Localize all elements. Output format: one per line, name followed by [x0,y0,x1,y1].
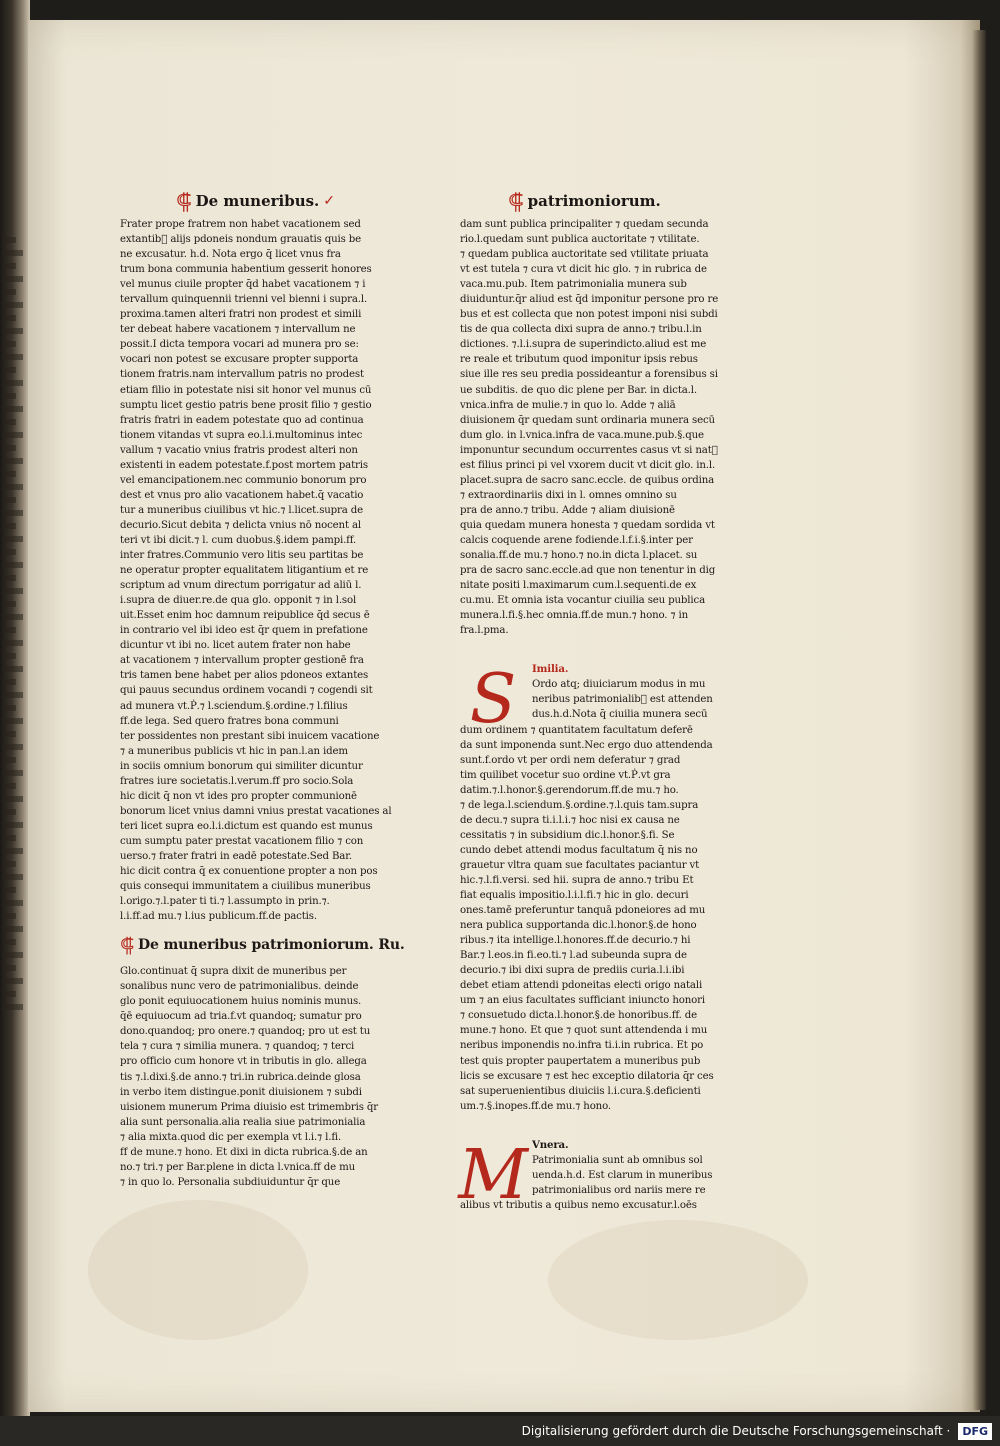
right-column [460,217,732,1213]
facing-page-line [2,666,23,672]
text-line: Bar.⁊ l.eos.in fi.eo.ti.⁊ l.ad subeunda supra de [460,950,687,962]
text-line: mune.⁊ hono. Et que ⁊ quot sunt attendenda i mu [460,1025,708,1037]
dfg-logo: DFG [958,1423,992,1440]
text-line: neribus patrimonialib᷒ est attenden [532,694,713,706]
text-line: debet etiam attendi pdoneitas electi origo natali [460,980,703,992]
text-line: trum bona communia habentium gesserit honores [120,264,372,276]
facing-page-line [2,276,23,282]
text-line: neribus imponendis no.infra ti.i.in rubrica. Et po [460,1040,704,1052]
text-line: hic.⁊.l.fi.versi. sed hii. supra de anno.⁊ tribu Et [460,874,694,886]
running-head-left [176,188,335,214]
text-line: in verbo item distingue.ponit diuisionem ⁊ subdi [120,1086,362,1098]
text-line: teri vt ibi dicit.⁊ l. cum duobus.§.idem pampi.ff. [120,534,357,546]
text-line: proxima.tamen alteri fratri non prodest et simili [120,309,362,321]
left-column-text [120,217,392,924]
facing-page-line [2,289,16,295]
facing-page-line [2,653,16,659]
text-line: Ordo atq; diuiciarum modus in mu [532,679,706,691]
facing-page-line [2,900,23,906]
text-line: calcis coquende arene fodiende.l.f.i.§.inter per [460,534,693,546]
text-line: tim quilibet vocetur suo ordine vt.Ṗ.vt gra [460,769,671,781]
text-line: est filius princi pi vel vxorem ducit vt dicit glo. in.l. [460,459,716,471]
text-line: bus et est collecta que non potest imponi nisi subdi [460,309,718,321]
facing-page-line [2,380,23,386]
text-line: vnica.infra de mulie.⁊ in quo lo. Adde ⁊ aliā [460,399,676,411]
text-line: ⁊ extraordinariis dixi in l. omnes omnino su [460,489,677,501]
pilcrow-icon: ⸿ [120,932,135,957]
text-line: vel emancipationem.nec communio bonorum pro [120,474,367,486]
text-line: ⁊ a muneribus publicis vt hic in pan.l.an idem [120,745,348,757]
text-line: vt est tutela ⁊ cura vt dicit hic glo. ⁊ in rubrica de [460,264,707,276]
text-line: ter possidentes non prestant sibi inuicem vacatione [120,730,380,742]
text-line: fratris fratri in eadem potestate quo ad continua [120,414,364,426]
facing-page-line [2,575,16,581]
text-line: datim.⁊.l.honor.§.gerendorum.ff.de mu.⁊ ho. [460,784,679,796]
text-line: pro officio cum honore vt in tributis in glo. allega [120,1056,367,1068]
running-head-left-text: De muneribus. [195,192,320,210]
text-line: ff de mune.⁊ hono. Et dixi in dicta rubrica.§.de an [120,1146,368,1158]
right-column-text [460,217,732,638]
text-line: ter debeat habere vacationem ⁊ intervallum ne [120,324,356,336]
text-line: uerso.⁊ frater fratri in eadē potestate.Sed Bar. [120,850,352,862]
text-line: tur a muneribus ciuilibus vt hic.⁊ l.licet.supra de [120,504,364,516]
facing-page-line [2,406,23,412]
text-line: um.⁊.§.inopes.ff.de mu.⁊ hono. [460,1100,611,1112]
text-line: dono.quandoq; pro onere.⁊ quandoq; pro ut est tu [120,1026,371,1038]
text-line: cessitatis ⁊ in subsidium dic.l.honor.§.fi. Se [460,829,675,841]
text-line: bonorum licet vnius damni vnius prestat vacationes al [120,805,392,817]
text-line: diuiduntur.q̄r aliud est q̄d imponitur persone pro re [460,294,719,306]
text-line: extantib᷒ alijs pdoneis nondum grauatis quis be [120,234,362,246]
text-line: hic dicit q̄ non vt ides pro propter communionē [120,790,357,802]
facing-page-line [2,861,16,867]
pilcrow-icon: ⸿ [508,190,524,215]
text-line: decurio.⁊ ibi dixi supra de prediis curia.l.i.ibi [460,965,685,977]
drop-cap-m: M [458,1135,528,1215]
facing-page-line [2,913,16,919]
text-line: ne operatur propter equalitatem litigantium et re [120,565,369,577]
text-line: alia sunt personalia.alia realia siue patrimonialia [120,1116,366,1128]
text-line: cum sumptu pater prestat vacationem filio ⁊ con [120,835,364,847]
text-line: ⁊ alia mixta.quod dic per exempla vt l.i.⁊ l.fi. [120,1131,342,1143]
facing-page-line [2,445,16,451]
facing-page-line [2,250,23,256]
facing-page-line [2,887,16,893]
text-line: re reale et tributum quod imponitur ipsis rebus [460,354,698,366]
text-line: Frater prope fratrem non habet vacationem sed [120,219,361,230]
rubric-text: De muneribus patrimoniorum. Ru. [138,936,405,953]
facing-page-line [2,731,16,737]
facing-page-line [2,1004,23,1010]
text-line: at vacationem ⁊ intervallum propter gestionē fra [120,655,364,667]
text-line: tis ⁊.l.dixi.§.de anno.⁊ tri.in rubrica.deinde glosa [120,1071,361,1083]
facing-page-line [2,640,23,646]
text-line: dicuntur vt ibi no. licet autem frater non habe [120,640,351,652]
text-line: ue subditis. de quo dic plene per Bar. in dicta.l. [460,384,697,396]
facing-page-line [2,601,16,607]
text-line: pra de sacro sanc.eccle.ad que non tenentur in dig [460,565,716,577]
facing-page-line [2,926,23,932]
running-head-right-text: patrimoniorum. [527,192,661,210]
facing-page-line [2,263,16,269]
text-line: vallum ⁊ vacatio vnius fratris prodest alteri non [120,444,358,456]
facing-page-line [2,315,16,321]
facing-page-line [2,874,23,880]
facing-page-line [2,328,23,334]
facing-page-line [2,627,16,633]
text-line: pra de anno.⁊ tribu. Adde ⁊ aliam diuisionē [460,504,675,516]
facing-page-line [2,458,23,464]
text-line: dus.h.d.Nota q̄ ciuilia munera secū [532,709,708,721]
text-line: dest et vnus pro alio vacationem habet.q̄ vacatio [120,489,364,501]
text-line: q̄ē equiuocum ad tria.f.vt quandoq; sumatur pro [120,1011,362,1023]
facing-page-line [2,523,16,529]
text-line: l.i.ff.ad mu.⁊ l.ius publicum.ff.de pactis. [120,911,317,923]
text-line: no.⁊ tri.⁊ per Bar.plene in dicta l.vnica.ff de mu [120,1161,355,1173]
facing-page-line [2,770,23,776]
text-line: tela ⁊ cura ⁊ similia munera. ⁊ quandoq; ⁊ terci [120,1041,355,1053]
facing-page-line [2,848,23,854]
text-line: siue ille res seu predia possideantur a forensibus si [460,369,718,381]
facing-page-line [2,354,23,360]
left-column [120,217,405,1190]
facing-page-line [2,497,16,503]
text-line: imponuntur secundum occurrentes casus vt si nat᷒ [460,444,718,456]
text-line: teri licet supra eo.l.i.dictum est quando est munus [120,820,373,832]
facing-page-line [2,536,23,542]
running-head-right [508,188,661,214]
text-line: uisionem munerum Prima diuisio est trimembris q̄r [120,1101,378,1113]
pilcrow-icon: ⸿ [176,190,192,215]
text-line: Patrimonialia sunt ab omnibus sol [532,1154,703,1166]
text-line: fratres iure societatis.l.verum.ff pro socio.Sola [120,775,354,787]
footer-bar [0,1416,1000,1446]
similia-heading: Imilia. [532,663,569,676]
text-line: dam sunt publica principaliter ⁊ quedam secunda [460,219,709,230]
text-line: licis se excusare ⁊ est hec exceptio dilatoria q̄r ces [460,1070,714,1082]
facing-page-line [2,549,16,555]
text-line: l.origo.⁊.l.pater ti ti.⁊ l.assumpto in prin.⁊. [120,896,330,908]
book-page [28,20,980,1412]
facing-page-line [2,419,16,425]
facing-page-line [2,991,16,997]
page-edge [972,30,986,1410]
left-column-gloss [120,964,392,1190]
facing-page-line [2,588,23,594]
facing-page-line [2,432,23,438]
text-line: in sociis omnium bonorum qui similiter dicuntur [120,760,363,772]
text-line: sonalibus nunc vero de patrimonialibus. deinde [120,981,359,993]
text-line: fiat equalis impositio.l.i.l.fi.⁊ hic in glo. decuri [460,890,689,902]
facing-page-line [2,393,16,399]
text-line: de decu.⁊ supra ti.i.l.i.⁊ hoc nisi ex causa ne [460,814,680,826]
text-line: dictiones. ⁊.l.i.supra de superindicto.aliud est me [460,339,707,351]
facing-page-line [2,237,16,243]
text-line: scriptum ad vnum directum porrigatur ad aliū l. [120,580,362,592]
funding-credit: Digitalisierung gefördert durch die Deutsche Forschungsgemeinschaft · [521,1424,951,1438]
text-line: vaca.mu.pub. Item patrimonialia munera sub [460,279,687,291]
facing-page-line [2,835,16,841]
text-line: ⁊ quedam publica auctoritate sed vtilitate priuata [460,249,709,261]
text-line: test quis propter paupertatem a muneribus pub [460,1055,701,1067]
text-line: patrimonialibus ord nariis mere re [532,1184,706,1196]
text-line: rio.l.quedam sunt publica auctoritate ⁊ vtilitate. [460,234,700,246]
text-line: fra.l.pma. [460,625,509,637]
text-line: vocari non potest se excusare propter supporta [120,354,359,366]
text-line: hic dicit contra q̄ ex conuentione propter a non pos [120,866,378,878]
facing-page-line [2,783,16,789]
facing-page-line [2,939,16,945]
facing-page-line [2,471,16,477]
rubric-tick-icon: ✓ [323,193,336,209]
text-line: dum glo. in l.vnica.infra de vaca.mune.pub.§.que [460,429,704,441]
text-line: quis consequi immunitatem a ciuilibus muneribus [120,881,371,893]
text-line: ad munera vt.Ṗ.⁊ l.sciendum.§.ordine.⁊ l.filius [120,700,348,712]
text-line: tionem vitandas vt supra eo.l.i.multominus intec [120,429,363,441]
facing-page-line [2,562,23,568]
text-line: possit.I dicta tempora vocari ad munera pro se: [120,339,359,351]
text-line: uit.Esset enim hoc damnum reipublice q̄d secus ē [120,610,370,622]
text-line: ⁊ consuetudo dicta.l.honor.§.de honoribus.ff. de [460,1010,698,1022]
text-line: uenda.h.d. Est clarum in muneribus [532,1169,713,1181]
facing-page-line [2,341,16,347]
text-line: um ⁊ an eius facultates sufficiant iniuncto honori [460,995,705,1007]
text-line: cundo debet attendi modus facultatum q̄ nis no [460,844,698,856]
text-line: vel munus ciuile propter q̄d habet vacationem ⁊ i [120,279,366,291]
text-line: Glo.continuat q̄ supra dixit de muneribus per [120,966,347,978]
facing-page-line [2,679,16,685]
text-line: placet.supra de sacro sanc.eccle. de quibus ordina [460,474,715,486]
text-line: i.supra de diuer.re.de qua glo. opponit ⁊ in l.sol [120,595,357,607]
paper-stain [88,1200,308,1340]
text-line: glo ponit equiuocationem huius nominis munus. [120,996,362,1008]
text-line: ⁊ in quo lo. Personalia subdiuiduntur q̄r que [120,1176,341,1188]
drop-cap-s: S [469,660,517,740]
text-line: sat superuenientibus diuiciis l.i.cura.§.deficienti [460,1085,701,1097]
munera-heading: Vnera. [532,1138,569,1151]
text-line: sunt.f.ordo vt per ordi nem deferatur ⁊ grad [460,754,681,766]
facing-page-line [2,796,23,802]
text-line: ff.de lega. Sed quero fratres bona communi [120,715,339,727]
text-line: munera.l.fi.§.hec omnia.ff.de mun.⁊ hono. ⁊ in [460,610,688,622]
facing-page-sliver [0,230,30,1230]
text-line: diuisionem q̄r quedam sunt ordinaria munera secū [460,414,715,426]
text-line: da sunt imponenda sunt.Nec ergo duo attendenda [460,739,713,751]
text-line: sonalia.ff.de mu.⁊ hono.⁊ no.in dicta l.placet. su [460,550,698,562]
text-line: nera publica supportanda dic.l.honor.§.de hono [460,920,697,932]
facing-page-line [2,978,23,984]
similia-section [460,662,732,1113]
text-line: in contrario vel ibi ideo est q̄r quem in prefatione [120,625,368,637]
text-line: tionem fratris.nam intervallum patris no prodest [120,369,364,381]
text-line: existenti in eadem potestate.f.post mortem patris [120,459,368,471]
facing-page-line [2,510,23,516]
text-line: inter fratres.Communio vero litis seu partitas be [120,550,364,562]
facing-page-line [2,809,16,815]
text-line: grauetur vltra quam sue facultates paciantur vt [460,859,700,871]
text-line: alibus vt tributis a quibus nemo excusatur.l.oēs [460,1199,697,1211]
text-line: tervallum quinquennii trienni vel bienni i supra.l. [120,294,368,306]
facing-page-line [2,484,23,490]
facing-page-line [2,367,16,373]
text-line: ones.tamē preferuntur tanquā pdoneiores ad mu [460,905,706,917]
facing-page-line [2,718,23,724]
munera-section [458,1135,732,1215]
facing-page-line [2,952,23,958]
facing-page-line [2,744,23,750]
text-line: dum ordinem ⁊ quantitatem facultatum deferē [460,724,693,736]
text-line: ribus.⁊ ita intellige.l.honores.ff.de decurio.⁊ hi [460,935,691,947]
facing-page-line [2,965,16,971]
text-line: quia quedam munera honesta ⁊ quedam sordida vt [460,519,715,531]
text-line: tis de qua collecta dixi supra de anno.⁊ tribu.l.in [460,324,702,336]
text-line: ne excusatur. h.d. Nota ergo q̄ licet vnus fra [120,249,341,261]
text-line: decurio.Sicut debita ⁊ delicta vnius nō nocent al [120,519,362,531]
facing-page-line [2,757,16,763]
facing-page-line [2,705,16,711]
facing-page-line [2,614,23,620]
text-line: nitate positi l.maximarum cum.l.sequenti.de ex [460,580,697,592]
facing-page-line [2,692,23,698]
text-line: sumptu licet gestio patris bene prosit filio ⁊ gestio [120,399,372,411]
text-line: qui pauus secundus ordinem vocandi ⁊ cogendi sit [120,685,373,697]
text-line: etiam filio in potestate nisi sit honor vel munus cū [120,384,372,396]
text-line: cu.mu. Et omnia ista vocantur ciuilia seu publica [460,595,705,607]
paper-stain [548,1220,808,1340]
text-line: ⁊ de lega.l.sciendum.§.ordine.⁊.l.quis tam.supra [460,799,699,811]
text-line: tris tamen bene habet per alios pdoneos extantes [120,670,369,682]
facing-page-line [2,822,23,828]
section-rubric [120,932,405,958]
facing-page-line [2,302,23,308]
